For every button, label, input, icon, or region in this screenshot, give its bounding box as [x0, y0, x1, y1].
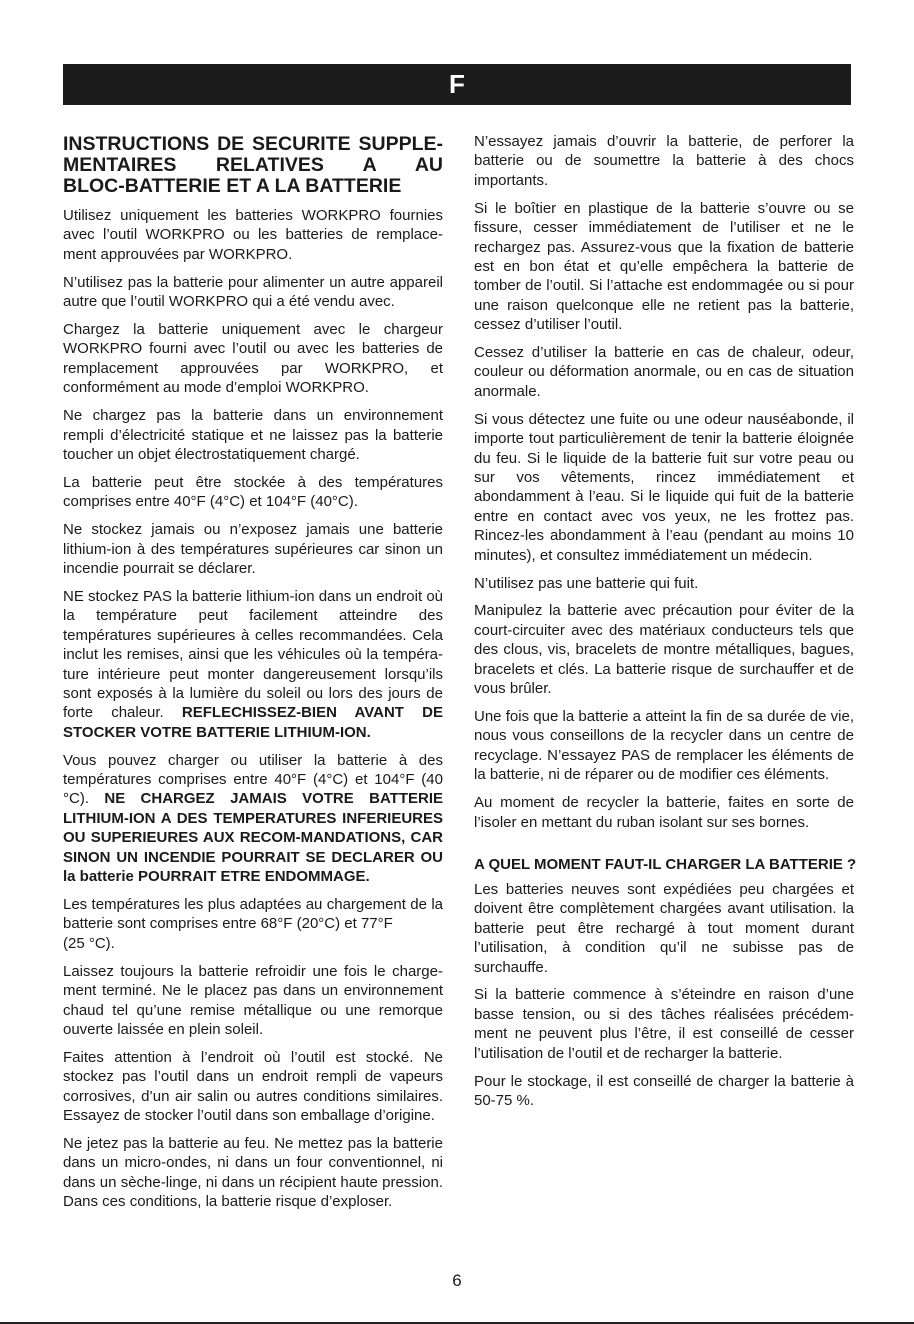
section-title-line-3: BLOC-BATTERIE ET A LA BATTERIE: [63, 175, 402, 197]
paragraph: [63, 587, 443, 742]
paragraph: Ne chargez pas la batterie dans un environnement rempli d’électricité statique et ne laissez pas la batterie toucher un objet électrostatiquement chargé.: [63, 407, 443, 463]
paragraph: N’utilisez pas une batterie qui fuit.: [474, 574, 699, 592]
paragraph: Chargez la batterie uniquement avec le chargeur WORKPRO fourni avec l’outil ou avec les batteries de remplacement approuvées par WORKPRO, et conformément au mode d’emploi WORKPRO.: [63, 321, 443, 397]
subsection-title: A QUEL MOMENT FAUT-IL CHARGER LA BATTERIE ?: [474, 855, 857, 873]
paragraph: La batterie peut être stockée à des températures comprises entre 40°F (4°C) et 104°F (40°C).: [63, 473, 443, 511]
paragraph-text: (25 °C).: [63, 934, 115, 952]
section-title-line-2: MENTAIRES RELATIVES A AU: [63, 154, 443, 176]
paragraph-text: NE stockez PAS la batterie lithium-ion dans un endroit où la température peut facilement atteindre des températures supérieures à celles recommandées. Cela inclut les remises, ainsi que les véhicules où la tempéra-ture intérieure peut monter dangereusement lorsqu’ils sont exposés à la lumière du soleil ou lors des jours de forte chaleur.: [63, 587, 443, 722]
paragraph: Pour le stockage, il est conseillé de charger la batterie à 50-75 %.: [474, 1072, 854, 1109]
paragraph: Cessez d’utiliser la batterie en cas de chaleur, odeur, couleur ou déformation anormale, ou en cas de situation anormale.: [474, 344, 854, 400]
paragraph: Manipulez la batterie avec précaution pour éviter de la court-circuiter avec des matériaux conducteurs tels que des clous, vis, bracelets de montre métalliques, bagues, bracelets et clés. La batterie risque de surchauffer et de vous brûler.: [474, 602, 854, 698]
paragraph-text: Vous pouvez charger ou utiliser la batterie à des températures comprises entre 40°F (4°C) et 104°F (40 °C).: [63, 751, 443, 808]
paragraph: Laissez toujours la batterie refroidir une fois le charge-ment terminé. Ne le placez pas dans un environnement chaud tel qu’une remise métallique ou une remorque ouverte laissée en plein soleil.: [63, 962, 443, 1038]
left-column: [63, 134, 443, 1220]
paragraph: N’essayez jamais d’ouvrir la batterie, de perforer la batterie ou de soumettre la batterie à des chocs importants.: [474, 133, 854, 189]
paragraph: Les batteries neuves sont expédiées peu chargées et doivent être complètement chargées avant utilisation. la batterie peut être rechargé à tout moment durant l’utilisation, à condition qu’il ne subisse pas de surchauffe.: [474, 880, 854, 976]
language-letter: F: [449, 69, 465, 99]
paragraph: Faites attention à l’endroit où l’outil est stocké. Ne stockez pas l’outil dans un endroit rempli de vapeurs corrosives, d’un air salin ou autres conditions similaires. Essayez de stocker l’outil dans son emballage d’origine.: [63, 1048, 443, 1125]
right-column: [474, 132, 857, 1119]
language-header-bar: [63, 64, 851, 105]
paragraph-text: Les températures les plus adaptées au chargement de la batterie sont comprises entre 68°F (20°C) et 77°F: [63, 896, 443, 933]
paragraph: Si la batterie commence à s’éteindre en raison d’une basse tension, ou si des tâches réalisées précédem-ment ne peuvent plus l’être, il est conseillé de cesser l’utilisation de l’outil et de recharger la batterie.: [474, 986, 854, 1062]
paragraph: Ne jetez pas la batterie au feu. Ne mettez pas la batterie dans un micro-ondes, ni dans un four conventionnel, ni dans un sèche-linge, ni dans un récipient haute pression. Dans ces conditions, la batterie risque d’exploser.: [63, 1134, 443, 1211]
paragraph: Si le boîtier en plastique de la batterie s’ouvre ou se fissure, cesser immédiatement de l’utiliser et ne le rechargez pas. Assurez-vous que la fixation de batterie est en bon état et qu’elle empêchera la batterie de tomber de l’outil. Si l’attache est endommagée ou si pour une raison quelconque elle ne retient pas la batterie, cessez d’utiliser l’outil.: [474, 199, 854, 334]
paragraph-warning: NE CHARGEZ JAMAIS VOTRE BATTERIE LITHIUM-ION A DES TEMPERATURES INFERIEURES OU SUPERIEURES AUX RECOM-MANDATIONS, CAR SINON UN INCENDIE POURRAIT SE DECLARER OU la batterie POURRAIT ETRE ENDOMMAGE.: [63, 790, 444, 886]
paragraph: Si vous détectez une fuite ou une odeur nauséabonde, il importe tout particulièrement de tenir la batterie éloignée du feu. Si le liquide de la batterie fuit sur votre peau ou sur vos vêtements, rincez immédiatement et abondamment à l’eau. Si le liquide qui fuit de la batterie entre en contact avec vos yeux, ne les frottez pas. Rincez-les abondamment à l’eau (pendant au moins 10 minutes), et consultez immédiatement un médecin.: [474, 410, 854, 564]
paragraph-warning: REFLECHISSEZ-BIEN AVANT DE STOCKER VOTRE BATTERIE LITHIUM-ION.: [63, 704, 443, 741]
section-title: [63, 134, 443, 197]
section-title-line-1: INSTRUCTIONS DE SECURITE SUPPLE-: [63, 133, 443, 155]
paragraph: Au moment de recycler la batterie, faites en sorte de l’isoler en mettant du ruban isolant sur ses bornes.: [474, 794, 854, 831]
paragraph: [63, 895, 443, 953]
paragraph: [63, 751, 443, 887]
paragraph: N’utilisez pas la batterie pour alimenter un autre appareil autre que l’outil WORKPRO qui a été vendu avec.: [63, 273, 443, 311]
paragraph: Utilisez uniquement les batteries WORKPRO fournies avec l’outil WORKPRO ou les batteries de remplace-ment approuvées par WORKPRO.: [63, 207, 443, 263]
page-number: 6: [452, 1271, 462, 1290]
paragraph: Une fois que la batterie a atteint la fin de sa durée de vie, nous vous conseillons de la recycler dans un centre de recyclage. N’essayez PAS de remplacer les éléments de la batterie, ni de réparer ou de modifier ces éléments.: [474, 707, 854, 784]
paragraph: Ne stockez jamais ou n’exposez jamais une batterie lithium-ion à des températures supérieures car sinon un incendie pourrait se déclarer.: [63, 521, 443, 577]
